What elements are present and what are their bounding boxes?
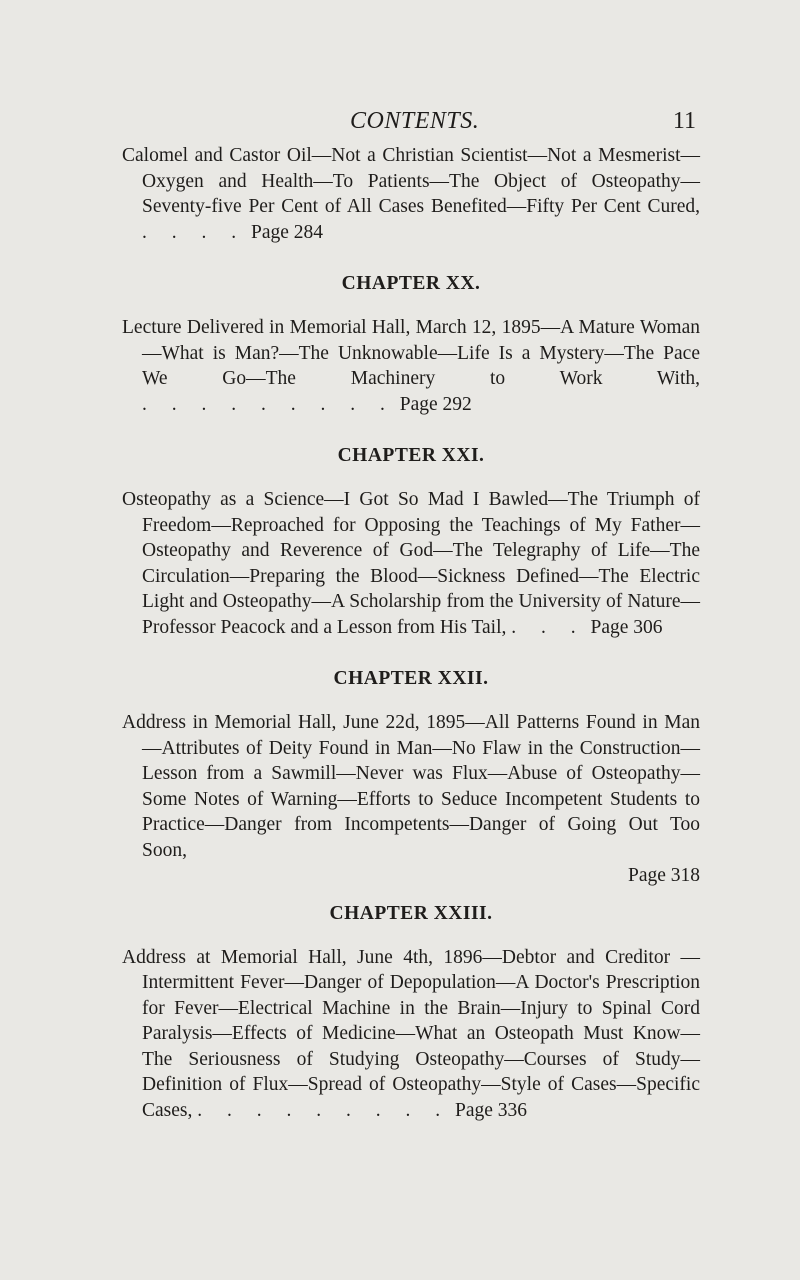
entry-page-ref: Page 292 (399, 393, 472, 415)
chapter-heading-21: CHAPTER XXI. (337, 445, 485, 466)
entry-summary: Calomel and Castor Oil—Not a Christian Scientist—Not a Mesmerist—Oxygen and Health—To Patients—The Object of Osteopathy—Seventy-five Per Cent of All Cases Benefited—Fifty Per Cent Cured, (122, 145, 700, 217)
chapter-heading-23: CHAPTER XXIII. (329, 902, 493, 924)
dot-leader: . . . (511, 616, 586, 638)
entry-summary: Lecture Delivered in Memorial Hall, March 12, 1895—A Mature Woman—What is Man?—The Unknowable—Life Is a Mystery—The Pace We Go—The Machinery to Work With, (122, 317, 700, 389)
chapter-heading-20: CHAPTER XX. (341, 273, 481, 294)
entry-page-ref: Page 306 (590, 616, 663, 638)
entry-summary: Address at Memorial Hall, June 4th, 1896—Debtor and Creditor —Intermittent Fever—Danger of Depopulation—A Doctor's Prescription for Fever—Electrical Machine in the Brain—Injury to Spinal Cord Paralysis—Effects of Medicine—What an Osteopath Must Know—The Seriousness of Studying Osteopathy—Courses of Study—Definition of Flux—Spread of Osteopathy—Style of Cases—Specific Cases, (122, 946, 700, 1121)
running-head (150, 108, 696, 138)
contents-entry-ch19-continued (122, 143, 700, 245)
entry-page-ref: Page 318 (627, 865, 700, 886)
entry-page-ref: Page 336 (455, 1099, 528, 1121)
running-title: CONTENTS. (350, 108, 480, 134)
dot-leader: . . . . . . . . . (142, 393, 395, 415)
contents-entry-ch21 (122, 487, 700, 640)
entry-summary: Address in Memorial Hall, June 22d, 1895—All Patterns Found in Man—Attributes of Deity Found in Man—No Flaw in the Construction—Lesson from a Sawmill—Never was Flux—Abuse of Osteopathy—Some Notes of Warning—Efforts to Seduce Incompetent Students to Practice—Danger from Incompetents—Danger of Going Out Too Soon, (122, 712, 700, 861)
contents-entry-ch20 (122, 315, 700, 417)
dot-leader: . . . . (142, 221, 247, 243)
contents-entry-ch23 (122, 945, 700, 1124)
entry-page-ref: Page 284 (251, 221, 324, 243)
contents-list (122, 143, 700, 1123)
contents-entry-ch22 (122, 710, 700, 889)
dot-leader: . . . . . . . . . (197, 1099, 451, 1121)
chapter-heading-22: CHAPTER XXII. (333, 668, 489, 689)
entry-summary: Osteopathy as a Science—I Got So Mad I Bawled—The Triumph of Freedom—Reproached for Opposing the Teachings of My Father—Osteopathy and Reverence of God—The Telegraphy of Life—The Circulation—Preparing the Blood—Sickness Defined—The Electric Light and Osteopathy—A Scholarship from the University of Nature—Professor Peacock and a Lesson from His Tail, (122, 489, 700, 638)
page-number: 11 (672, 108, 696, 134)
